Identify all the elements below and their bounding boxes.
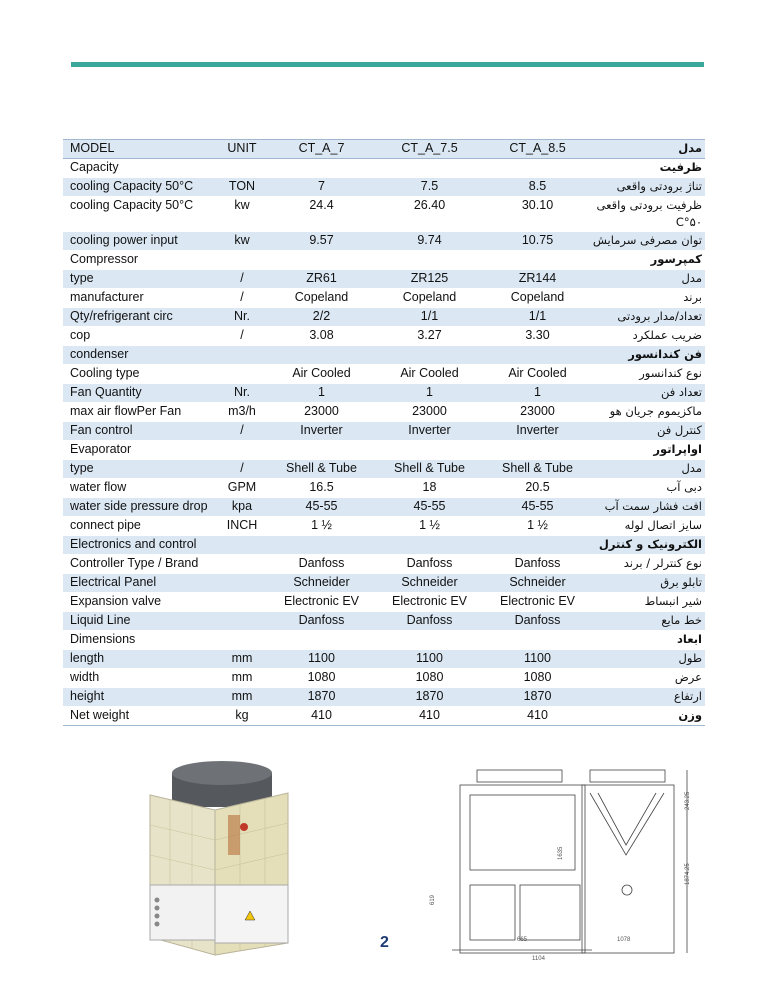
value-ct-a-7-5: Air Cooled — [375, 365, 484, 384]
row-unit: GPM — [216, 479, 268, 498]
value-ct-a-8-5: 30.10 — [484, 197, 591, 232]
value-ct-a-7-5: 3.27 — [375, 327, 484, 346]
value-ct-a-8-5: 8.5 — [484, 178, 591, 197]
row-unit — [216, 612, 268, 631]
value-ct-a-7-5: 1 — [375, 384, 484, 403]
value-ct-a-7 — [268, 251, 375, 270]
value-ct-a-7: 23000 — [268, 403, 375, 422]
value-ct-a-7: 1100 — [268, 650, 375, 669]
row-label: Qty/refrigerant circ — [63, 308, 216, 327]
value-ct-a-7-5: Danfoss — [375, 555, 484, 574]
table-row — [63, 327, 705, 346]
row-label-persian: ماکزیموم جریان هو — [591, 403, 705, 422]
value-ct-a-8-5: 3.30 — [484, 327, 591, 346]
row-label-persian: برند — [591, 289, 705, 308]
row-label: Capacity — [63, 159, 216, 178]
value-ct-a-8-5 — [484, 346, 591, 365]
dimension-label: 1635 — [558, 846, 564, 860]
page-number: 2 — [380, 934, 389, 951]
row-label-persian: ضریب عملکرد — [591, 327, 705, 346]
row-unit — [216, 593, 268, 612]
row-unit — [216, 365, 268, 384]
table-row — [63, 270, 705, 289]
row-label: Electronics and control — [63, 536, 216, 555]
row-unit: / — [216, 460, 268, 479]
value-ct-a-7: Inverter — [268, 422, 375, 441]
value-ct-a-8-5: Inverter — [484, 422, 591, 441]
value-ct-a-7-5: Electronic EV — [375, 593, 484, 612]
value-ct-a-8-5: 1080 — [484, 669, 591, 688]
row-label: Controller Type / Brand — [63, 555, 216, 574]
value-ct-a-7: Shell & Tube — [268, 460, 375, 479]
value-ct-a-7: ZR61 — [268, 270, 375, 289]
row-label: cooling Capacity 50°C — [63, 178, 216, 197]
value-ct-a-7-5 — [375, 346, 484, 365]
row-unit — [216, 251, 268, 270]
table-row — [63, 517, 705, 536]
value-ct-a-7-5: Inverter — [375, 422, 484, 441]
table-row — [63, 707, 705, 726]
row-unit: mm — [216, 669, 268, 688]
value-ct-a-7: 1080 — [268, 669, 375, 688]
row-label: Compressor — [63, 251, 216, 270]
row-unit: kw — [216, 197, 268, 232]
row-unit: TON — [216, 178, 268, 197]
row-label: Expansion valve — [63, 593, 216, 612]
header-accent-bar — [71, 62, 704, 67]
row-unit: mm — [216, 688, 268, 707]
row-label-persian: نوع کندانسور — [591, 365, 705, 384]
value-ct-a-7 — [268, 536, 375, 555]
value-ct-a-7-5: 26.40 — [375, 197, 484, 232]
row-unit: INCH — [216, 517, 268, 536]
value-ct-a-7-5: Danfoss — [375, 612, 484, 631]
row-label-persian: کنترل فن — [591, 422, 705, 441]
value-ct-a-8-5 — [484, 441, 591, 460]
value-ct-a-8-5: 1100 — [484, 650, 591, 669]
table-row — [63, 612, 705, 631]
value-ct-a-8-5: Danfoss — [484, 612, 591, 631]
table-row — [63, 688, 705, 707]
table-row — [63, 346, 705, 365]
row-label: width — [63, 669, 216, 688]
value-ct-a-7 — [268, 441, 375, 460]
row-label: condenser — [63, 346, 216, 365]
row-label-persian: تناژ برودتی واقعی — [591, 178, 705, 197]
value-ct-a-7: 2/2 — [268, 308, 375, 327]
row-label: max air flowPer Fan — [63, 403, 216, 422]
row-label: length — [63, 650, 216, 669]
row-unit: kpa — [216, 498, 268, 517]
value-ct-a-7-5: 1870 — [375, 688, 484, 707]
value-ct-a-8-5: 1 ½ — [484, 517, 591, 536]
row-unit: UNIT — [216, 140, 268, 159]
value-ct-a-7: 3.08 — [268, 327, 375, 346]
value-ct-a-7: Copeland — [268, 289, 375, 308]
row-label: Cooling type — [63, 365, 216, 384]
value-ct-a-8-5 — [484, 159, 591, 178]
table-row — [63, 498, 705, 517]
value-ct-a-8-5: 10.75 — [484, 232, 591, 251]
row-label-persian: توان مصرفی سرمایش — [591, 232, 705, 251]
row-label-persian: تعداد/مدار برودتی — [591, 308, 705, 327]
value-ct-a-8-5 — [484, 631, 591, 650]
value-ct-a-7-5: 7.5 — [375, 178, 484, 197]
row-unit: / — [216, 289, 268, 308]
table-row — [63, 669, 705, 688]
spec-table — [63, 139, 705, 726]
row-label: cop — [63, 327, 216, 346]
value-ct-a-8-5: 1870 — [484, 688, 591, 707]
row-label: cooling power input — [63, 232, 216, 251]
row-label-persian: ظرفیت — [591, 159, 705, 178]
row-unit — [216, 441, 268, 460]
dimension-label: 1874.25 — [685, 863, 691, 885]
row-unit: kg — [216, 707, 268, 726]
value-ct-a-7-5: 1100 — [375, 650, 484, 669]
table-row — [63, 365, 705, 384]
row-label-persian: ظرفیت برودتی واقعی ۵۰°C — [591, 197, 705, 232]
row-unit: Nr. — [216, 308, 268, 327]
row-label-persian: وزن — [591, 707, 705, 726]
value-ct-a-7-5: 1080 — [375, 669, 484, 688]
row-label-persian: خط مایع — [591, 612, 705, 631]
row-label-persian: اواپراتور — [591, 441, 705, 460]
value-ct-a-7-5 — [375, 536, 484, 555]
row-label-persian: فن کندانسور — [591, 346, 705, 365]
value-ct-a-7: CT_A_7 — [268, 140, 375, 159]
dimension-label: 243.25 — [685, 791, 691, 810]
value-ct-a-7-5: 9.74 — [375, 232, 484, 251]
row-unit: Nr. — [216, 384, 268, 403]
table-row — [63, 574, 705, 593]
value-ct-a-7: 9.57 — [268, 232, 375, 251]
table-row — [63, 650, 705, 669]
value-ct-a-7-5: 23000 — [375, 403, 484, 422]
value-ct-a-7: Danfoss — [268, 555, 375, 574]
dimension-label: 1078 — [617, 937, 631, 943]
value-ct-a-8-5: Air Cooled — [484, 365, 591, 384]
value-ct-a-7: 410 — [268, 707, 375, 726]
row-label-persian: سایز اتصال لوله — [591, 517, 705, 536]
row-unit: mm — [216, 650, 268, 669]
row-unit — [216, 159, 268, 178]
row-label: Fan Quantity — [63, 384, 216, 403]
table-row — [63, 384, 705, 403]
value-ct-a-7-5 — [375, 441, 484, 460]
value-ct-a-8-5: Schneider — [484, 574, 591, 593]
value-ct-a-8-5: 410 — [484, 707, 591, 726]
value-ct-a-8-5: Electronic EV — [484, 593, 591, 612]
value-ct-a-7-5: 18 — [375, 479, 484, 498]
row-label-persian: مدل — [591, 460, 705, 479]
value-ct-a-7 — [268, 159, 375, 178]
row-label-persian: ارتفاع — [591, 688, 705, 707]
row-label: water side pressure drop — [63, 498, 216, 517]
table-row — [63, 422, 705, 441]
row-label-persian: دبی آب — [591, 479, 705, 498]
table-header-row — [63, 140, 705, 159]
value-ct-a-8-5: 1/1 — [484, 308, 591, 327]
value-ct-a-7: Air Cooled — [268, 365, 375, 384]
value-ct-a-7: 1870 — [268, 688, 375, 707]
row-label: Fan control — [63, 422, 216, 441]
value-ct-a-8-5 — [484, 251, 591, 270]
row-label: cooling Capacity 50°C — [63, 197, 216, 232]
row-label: Dimensions — [63, 631, 216, 650]
value-ct-a-7-5: ZR125 — [375, 270, 484, 289]
unit-dimension-drawing — [432, 765, 712, 965]
row-label: MODEL — [63, 140, 216, 159]
row-label-persian: مدل — [591, 140, 705, 159]
value-ct-a-8-5: 1 — [484, 384, 591, 403]
row-unit — [216, 555, 268, 574]
value-ct-a-8-5 — [484, 536, 591, 555]
row-label: manufacturer — [63, 289, 216, 308]
table-row — [63, 159, 705, 178]
chiller-unit-photo — [140, 755, 300, 970]
value-ct-a-7-5: 45-55 — [375, 498, 484, 517]
value-ct-a-7: 16.5 — [268, 479, 375, 498]
row-unit: / — [216, 422, 268, 441]
dimension-label: 665 — [517, 937, 528, 943]
row-label: type — [63, 460, 216, 479]
table-row — [63, 593, 705, 612]
value-ct-a-7 — [268, 346, 375, 365]
value-ct-a-7: 1 — [268, 384, 375, 403]
value-ct-a-8-5: 23000 — [484, 403, 591, 422]
value-ct-a-7-5: Schneider — [375, 574, 484, 593]
row-label-persian: عرض — [591, 669, 705, 688]
value-ct-a-7-5: Copeland — [375, 289, 484, 308]
row-unit — [216, 346, 268, 365]
row-unit: / — [216, 270, 268, 289]
row-unit: kw — [216, 232, 268, 251]
value-ct-a-7: 1 ½ — [268, 517, 375, 536]
value-ct-a-7-5: 1 ½ — [375, 517, 484, 536]
row-label: Net weight — [63, 707, 216, 726]
table-row — [63, 441, 705, 460]
row-unit — [216, 536, 268, 555]
row-label-persian: تابلو برق — [591, 574, 705, 593]
dimension-label: 619 — [430, 894, 436, 905]
row-unit — [216, 574, 268, 593]
row-label: height — [63, 688, 216, 707]
value-ct-a-7-5: 410 — [375, 707, 484, 726]
table-row — [63, 232, 705, 251]
value-ct-a-7-5: Shell & Tube — [375, 460, 484, 479]
table-row — [63, 289, 705, 308]
table-row — [63, 308, 705, 327]
value-ct-a-8-5: 45-55 — [484, 498, 591, 517]
table-row — [63, 197, 705, 232]
value-ct-a-7: Schneider — [268, 574, 375, 593]
row-label-persian: مدل — [591, 270, 705, 289]
value-ct-a-7-5: CT_A_7.5 — [375, 140, 484, 159]
value-ct-a-8-5: Danfoss — [484, 555, 591, 574]
row-label-persian: افت فشار سمت آب — [591, 498, 705, 517]
row-label-persian: الکترونیک و کنترل — [591, 536, 705, 555]
row-unit — [216, 631, 268, 650]
value-ct-a-7: 7 — [268, 178, 375, 197]
dimension-label: 1104 — [532, 956, 545, 962]
value-ct-a-7: Electronic EV — [268, 593, 375, 612]
row-label-persian: ابعاد — [591, 631, 705, 650]
row-label-persian: طول — [591, 650, 705, 669]
row-unit: m3/h — [216, 403, 268, 422]
value-ct-a-7: 45-55 — [268, 498, 375, 517]
row-label: Electrical Panel — [63, 574, 216, 593]
table-row — [63, 479, 705, 498]
row-label: Liquid Line — [63, 612, 216, 631]
value-ct-a-7-5 — [375, 159, 484, 178]
value-ct-a-7-5: 1/1 — [375, 308, 484, 327]
value-ct-a-8-5: 20.5 — [484, 479, 591, 498]
row-label-persian: نوع کنترلر / برند — [591, 555, 705, 574]
row-unit: / — [216, 327, 268, 346]
row-label: Evaporator — [63, 441, 216, 460]
value-ct-a-8-5: Shell & Tube — [484, 460, 591, 479]
value-ct-a-7 — [268, 631, 375, 650]
row-label: type — [63, 270, 216, 289]
value-ct-a-7: 24.4 — [268, 197, 375, 232]
value-ct-a-8-5: ZR144 — [484, 270, 591, 289]
table-row — [63, 555, 705, 574]
table-row — [63, 178, 705, 197]
row-label-persian: تعداد فن — [591, 384, 705, 403]
row-label: connect pipe — [63, 517, 216, 536]
table-row — [63, 536, 705, 555]
value-ct-a-8-5: Copeland — [484, 289, 591, 308]
table-row — [63, 251, 705, 270]
value-ct-a-7: Danfoss — [268, 612, 375, 631]
value-ct-a-7-5 — [375, 631, 484, 650]
table-row — [63, 631, 705, 650]
row-label: water flow — [63, 479, 216, 498]
value-ct-a-7-5 — [375, 251, 484, 270]
value-ct-a-8-5: CT_A_8.5 — [484, 140, 591, 159]
table-row — [63, 460, 705, 479]
row-label-persian: کمپرسور — [591, 251, 705, 270]
table-row — [63, 403, 705, 422]
row-label-persian: شیر انبساط — [591, 593, 705, 612]
